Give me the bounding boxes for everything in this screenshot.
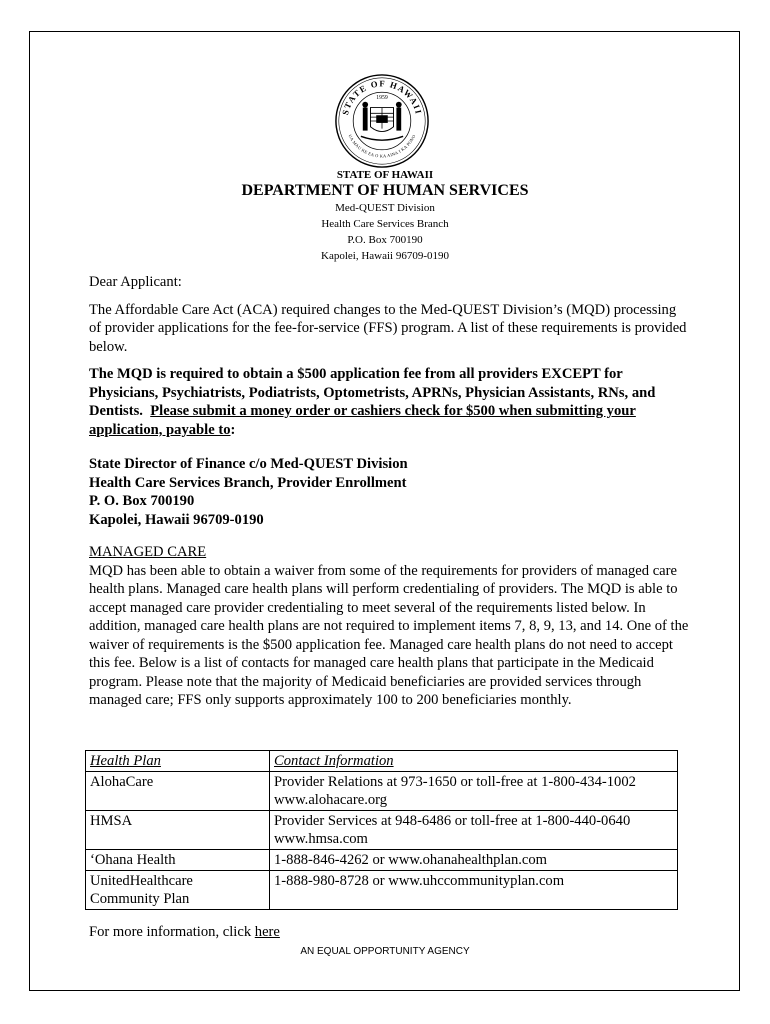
- table-row: [86, 871, 678, 910]
- po-box: P.O. Box 700190: [347, 234, 423, 246]
- greeting: Dear Applicant:: [89, 274, 182, 290]
- payee-line: State Director of Finance c/o Med-QUEST Division: [89, 456, 408, 472]
- branch-name: Health Care Services Branch: [321, 218, 449, 230]
- table-row: [86, 772, 678, 811]
- column-header-health-plan: Health Plan: [90, 753, 161, 769]
- plan-name: HMSA: [86, 811, 270, 850]
- table-row: [86, 850, 678, 871]
- more-info-link[interactable]: here: [254, 924, 280, 940]
- state-name: STATE OF HAWAII: [336, 169, 434, 181]
- letter-body: [89, 273, 689, 710]
- plan-contact: [270, 811, 678, 850]
- fee-paragraph: [89, 365, 689, 439]
- plan-name: ‘Ohana Health: [86, 850, 270, 871]
- letterhead: [0, 168, 770, 264]
- column-header-contact: Contact Information: [274, 753, 394, 769]
- managed-care-paragraph: MQD has been able to obtain a waiver from some of the requirements for providers of managed care health plans. Managed care health plans will perform credentialing of providers. The MQD is able to accept managed care provider credentialing to meet several of the requirements listed below. In addition, managed care health plans are not required to implement items 7, 8, 9, 13, and 14. One of the waiver of requirements is the $500 application fee. Managed care health plans do not need to accept this fee. Below is a list of contacts for managed care health plans that participate in the Medicaid program. Please note that the majority of Medicaid beneficiaries are provided services through managed care; FFS only supports approximately 100 to 200 beneficiaries monthly.: [89, 562, 689, 708]
- state-seal-icon: [334, 73, 430, 169]
- table-header-row: [86, 751, 678, 772]
- seal-ring-text: STATE OF HAWAII: [339, 78, 424, 116]
- fee-colon: :: [230, 421, 236, 438]
- contact-line: Provider Relations at 973-1650 or toll-free at 1-800-434-1002: [274, 774, 636, 790]
- contact-website: www.alohacare.org: [274, 792, 388, 808]
- contact-website: www.hmsa.com: [274, 831, 368, 847]
- contact-line: Provider Services at 948-6486 or toll-free at 1-800-440-0640: [274, 813, 631, 829]
- seal-motto: UA MAU KE EA O KA AINA I KA PONO: [347, 133, 417, 159]
- plan-name: [86, 871, 270, 910]
- managed-care-heading: MANAGED CARE: [89, 544, 207, 560]
- plan-contact: [270, 772, 678, 811]
- table-row: [86, 811, 678, 850]
- plan-name-line: UnitedHealthcare: [90, 873, 193, 889]
- payee-address: [89, 455, 689, 529]
- division-name: Med-QUEST Division: [335, 202, 435, 214]
- plan-name-line: Community Plan: [90, 891, 190, 907]
- fee-instruction: Please submit a money order or cashiers check for $500 when submitting your application, payable to: [89, 403, 636, 438]
- payee-line: P. O. Box 700190: [89, 493, 195, 509]
- footer-text: AN EQUAL OPPORTUNITY AGENCY: [300, 946, 470, 957]
- health-plan-table: [85, 750, 678, 910]
- department-name: DEPARTMENT OF HUMAN SERVICES: [241, 182, 529, 199]
- more-info-text: For more information, click: [89, 924, 255, 940]
- more-info: [89, 924, 280, 941]
- plan-contact: 1-888-846-4262 or www.ohanahealthplan.com: [270, 850, 678, 871]
- payee-line: Kapolei, Hawaii 96709-0190: [89, 511, 264, 528]
- intro-paragraph: The Affordable Care Act (ACA) required changes to the Med-QUEST Division’s (MQD) processing of provider applications for the fee-for-service (FFS) program. A list of these requirements is provided below.: [89, 301, 687, 355]
- plan-contact: 1-888-980-8728 or www.uhccommunityplan.com: [270, 871, 678, 910]
- city-address: Kapolei, Hawaii 96709-0190: [321, 250, 449, 262]
- fee-notice: The MQD is required to obtain a $500 application fee from all providers EXCEPT for Physicians, Psychiatrists, Podiatrists, Optometrists, APRNs, Physician Assistants, RNs, and Dentists.: [89, 366, 656, 419]
- payee-line: Health Care Services Branch, Provider Enrollment: [89, 474, 407, 491]
- seal-year: 1959: [376, 94, 388, 101]
- plan-name: AlohaCare: [86, 772, 270, 811]
